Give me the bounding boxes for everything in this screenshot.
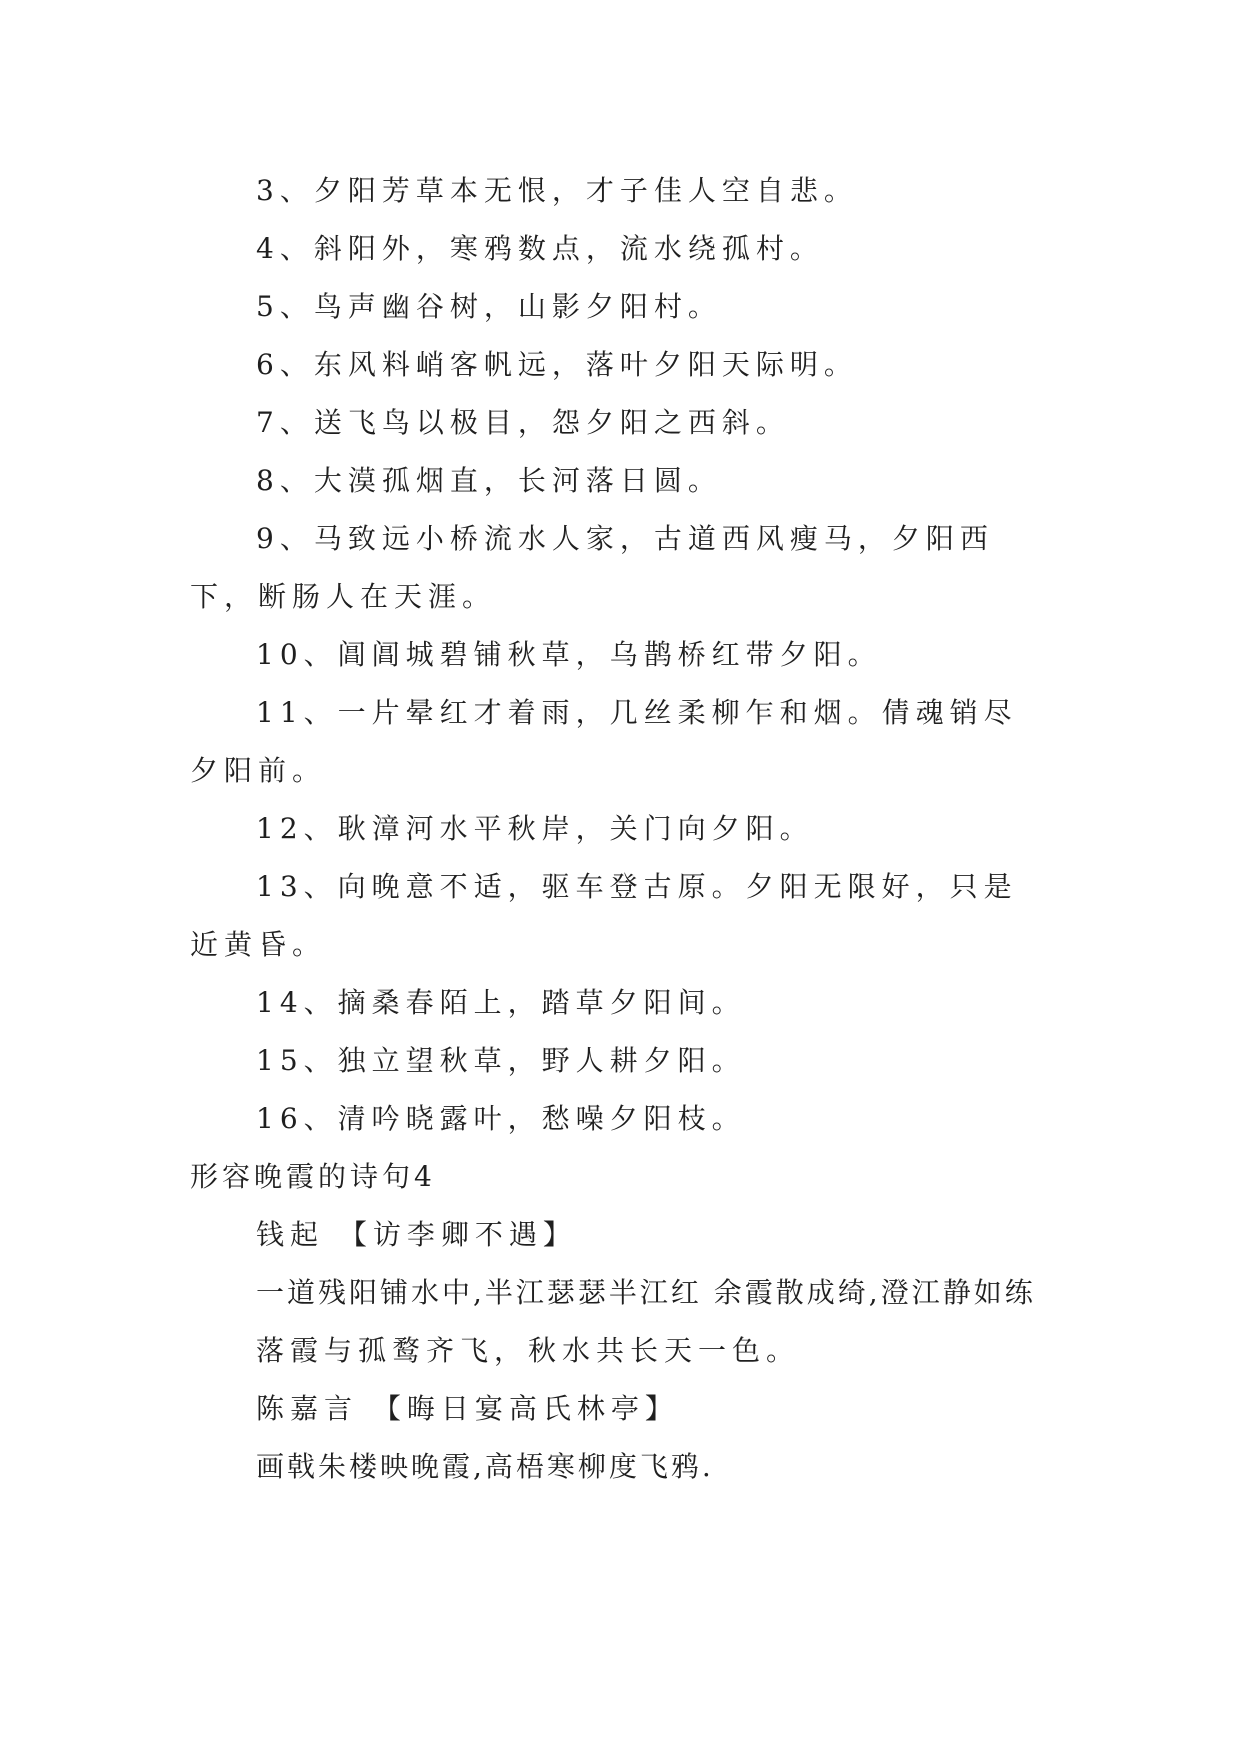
poem-line-14: 14、摘桑春陌上，踏草夕阳间。: [256, 986, 746, 1019]
poem-line-16: 16、清吟晓露叶，愁噪夕阳枝。: [256, 1102, 746, 1135]
poem-source-2: 陈嘉言 【晦日宴高氏林亭】: [256, 1392, 679, 1425]
poem-line-9: 9、马致远小桥流水人家，古道西风瘦马，夕阳西下，断肠人在天涯。: [190, 522, 994, 613]
poem-line-12: 12、耿漳河水平秋岸，关门向夕阳。: [256, 812, 814, 845]
poem-line-4: 4、斜阳外，寒鸦数点，流水绕孤村。: [256, 232, 824, 265]
poem-text-2: 落霞与孤鹜齐飞，秋水共长天一色。: [256, 1334, 801, 1367]
poem-line-15: 15、独立望秋草，野人耕夕阳。: [256, 1044, 746, 1077]
poem-line-5: 5、鸟声幽谷树，山影夕阳村。: [256, 290, 722, 323]
poem-text-1: 一道残阳铺水中,半江瑟瑟半江红 余霞散成绮,澄江静如练: [256, 1276, 1036, 1309]
poem-line-3: 3、夕阳芳草本无恨，才子佳人空自悲。: [256, 174, 858, 207]
poem-line-10: 10、阊阊城碧铺秋草，乌鹊桥红带夕阳。: [256, 638, 882, 671]
poem-line-7: 7、送飞鸟以极目，怨夕阳之西斜。: [256, 406, 790, 439]
poem-source-1: 钱起 【访李卿不遇】: [256, 1218, 577, 1251]
section-heading: 形容晚霞的诗句4: [190, 1160, 436, 1193]
poem-line-6: 6、东风料峭客帆远，落叶夕阳天际明。: [256, 348, 858, 381]
poem-line-11: 11、一片晕红才着雨，几丝柔柳乍和烟。倩魂销尽夕阳前。: [190, 696, 1018, 787]
document-body: [190, 162, 1050, 1496]
poem-line-13: 13、向晚意不适，驱车登古原。夕阳无限好，只是近黄昏。: [190, 870, 1018, 961]
poem-text-3: 画戟朱楼映晚霞,高梧寒柳度飞鸦.: [256, 1450, 714, 1483]
poem-line-8: 8、大漠孤烟直，长河落日圆。: [256, 464, 722, 497]
